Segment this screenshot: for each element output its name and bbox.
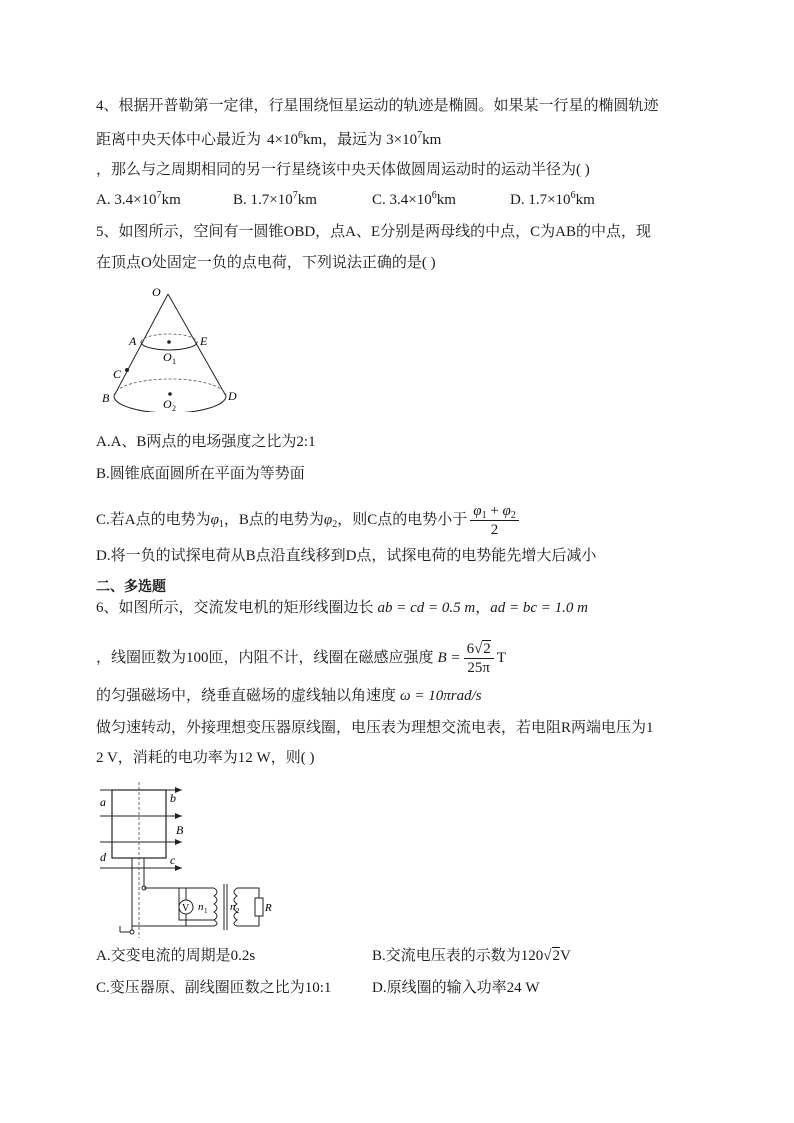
q4-option-b[interactable] bbox=[233, 190, 317, 210]
label-r: R bbox=[265, 902, 272, 914]
q6-option-b-radicand: 2 bbox=[552, 948, 560, 964]
phi2-sub: 2 bbox=[332, 518, 338, 530]
q4-line2-pre: 距离中央天体中心最近为 bbox=[96, 132, 262, 148]
q4-option-d-coef: 1.7×10 bbox=[528, 192, 571, 208]
q6-option-b-unit: V bbox=[560, 948, 571, 964]
label-c-corner: c bbox=[170, 853, 176, 867]
label-b-corner: b bbox=[170, 791, 176, 805]
q4-option-a-exp: 7 bbox=[156, 190, 162, 201]
q5-option-b[interactable]: B.圆锥底面圆所在平面为等势面 bbox=[96, 466, 305, 482]
primary-circuit bbox=[132, 888, 186, 926]
q6-line4: 做匀速转动，外接理想变压器原线圈，电压表为理想交流电表，若电阻R两端电压为1 bbox=[96, 720, 654, 736]
q4-max-exp: 7 bbox=[417, 130, 423, 141]
phi-average-fraction bbox=[470, 502, 519, 539]
q6-option-d[interactable]: D.原线圈的输入功率24 W bbox=[372, 980, 540, 996]
q5-option-d[interactable]: D.将一负的试探电荷从B点沿直线移到D点，试探电荷的电势能先增大后减小 bbox=[96, 548, 597, 564]
cone-figure bbox=[96, 282, 246, 412]
label-a: A bbox=[129, 334, 137, 348]
frac-phi2: φ bbox=[502, 503, 511, 519]
b-unit: T bbox=[496, 650, 506, 666]
label-c: C bbox=[113, 367, 122, 381]
q4-line2-mid: km，最远为 bbox=[302, 132, 383, 148]
frac-phi1: φ bbox=[473, 503, 482, 519]
generator-figure bbox=[94, 780, 274, 940]
q6-line1 bbox=[96, 598, 588, 618]
label-n2: n bbox=[230, 901, 236, 913]
q4-option-d[interactable] bbox=[510, 190, 595, 210]
q6-ad-eq: ad = bc = 1.0 m bbox=[490, 600, 588, 616]
b-fraction: $\frac{6√2}{25\pi}$ bbox=[464, 640, 494, 677]
q4-option-c-exp: 6 bbox=[431, 190, 437, 201]
q4-min-exp: 6 bbox=[297, 130, 303, 141]
q5-line2: 在顶点O处固定一负的点电荷，下列说法正确的是( ) bbox=[96, 255, 436, 271]
secondary-top-wire bbox=[237, 888, 259, 898]
q6-line5: 2 V，消耗的电功率为12 W，则( ) bbox=[96, 750, 315, 766]
b-num-coef: 6 bbox=[466, 641, 475, 658]
frac-phi1-sub: 1 bbox=[481, 510, 487, 521]
resistor-icon bbox=[255, 898, 263, 916]
q6-option-b[interactable]: B.交流电压表的示数为120√2V bbox=[372, 948, 571, 964]
cone-right-generatrix bbox=[168, 294, 226, 396]
label-n1-sub: 1 bbox=[204, 907, 208, 915]
secondary-bottom-wire bbox=[237, 916, 259, 926]
coil-lead-left bbox=[120, 858, 132, 932]
q4-option-c[interactable] bbox=[372, 190, 456, 210]
c-point bbox=[125, 368, 129, 372]
q6-line3-text: 的匀强磁场中，绕垂直磁场的虚线轴以角速度 bbox=[96, 688, 397, 704]
q4-option-c-unit: km bbox=[436, 192, 456, 208]
q4-option-b-label: B. bbox=[233, 192, 251, 208]
q4-line1: 4、根据开普勒第一定律，行星围绕恒星运动的轨迹是椭圆。如果某一行星的椭圆轨迹 bbox=[96, 98, 659, 114]
q5-option-c-mid1: ，B点的电势为 bbox=[223, 511, 324, 528]
phi1-sub: 1 bbox=[218, 518, 224, 530]
q5-option-a[interactable]: A.A、B两点的电场强度之比为2:1 bbox=[96, 434, 316, 450]
q4-option-a[interactable] bbox=[96, 190, 181, 210]
label-o2: O bbox=[163, 397, 172, 411]
o1-point bbox=[167, 340, 171, 344]
q4-line3: ，那么与之周期相同的另一行星绕该中央天体做圆周运动时的运动半径为( ) bbox=[96, 162, 590, 178]
q5-option-c-mid2: ，则C点的电势小于 bbox=[337, 511, 468, 528]
q4-option-d-unit: km bbox=[575, 192, 595, 208]
label-e: E bbox=[200, 334, 208, 348]
frac-denominator: 2 bbox=[490, 522, 499, 538]
q6-line2 bbox=[96, 636, 506, 680]
q6-option-a[interactable]: A.交变电流的周期是0.2s bbox=[96, 948, 256, 964]
q6-line2-pre: ，线圈匝数为100匝，内阻不计，线圈在磁感应强度 bbox=[96, 650, 434, 666]
q4-option-a-coef: 3.4×10 bbox=[114, 192, 157, 208]
label-o1-sub: 1 bbox=[172, 357, 176, 366]
terminal-bottom bbox=[130, 930, 134, 934]
label-n1: n bbox=[198, 901, 204, 913]
label-o1: O bbox=[163, 350, 172, 364]
label-n2-sub: 2 bbox=[236, 907, 240, 915]
q6-option-c[interactable]: C.变压器原、副线圈匝数之比为10:1 bbox=[96, 980, 332, 996]
q4-option-c-label: C. bbox=[372, 192, 390, 208]
label-field-b: B bbox=[176, 823, 184, 837]
label-v: V bbox=[182, 903, 190, 914]
label-o: O bbox=[152, 285, 161, 299]
q6-ab-eq: ab = cd = 0.5 m bbox=[377, 600, 476, 616]
q4-option-a-unit: km bbox=[161, 192, 181, 208]
q4-min-coef: 4×10 bbox=[267, 132, 298, 148]
label-a-corner: a bbox=[100, 795, 106, 809]
frac-phi2-sub: 2 bbox=[510, 510, 516, 521]
q4-option-a-label: A. bbox=[96, 192, 115, 208]
b-num-radicand: 2 bbox=[483, 641, 491, 658]
q4-option-b-coef: 1.7×10 bbox=[250, 192, 293, 208]
section-heading: 二、多选题 bbox=[96, 578, 166, 594]
q6-line1-pre: 6、如图所示，交流发电机的矩形线圈边长 bbox=[96, 600, 374, 616]
q5-option-c-pre: C.若A点的电势为 bbox=[96, 511, 211, 528]
o2-point bbox=[168, 392, 172, 396]
q4-option-d-label: D. bbox=[510, 192, 529, 208]
q4-max-coef: 3×10 bbox=[386, 132, 418, 148]
label-d-corner: d bbox=[100, 850, 106, 864]
label-b: B bbox=[102, 391, 110, 405]
q4-max-unit: km bbox=[422, 132, 442, 148]
q4-option-d-exp: 6 bbox=[570, 190, 576, 201]
q6-omega-eq: ω = 10πrad/s bbox=[400, 688, 482, 704]
phi2-symbol: φ bbox=[323, 511, 333, 528]
q4-option-b-unit: km bbox=[297, 192, 317, 208]
q4-line2 bbox=[96, 130, 441, 150]
label-d: D bbox=[228, 389, 237, 403]
q6-line3 bbox=[96, 686, 482, 706]
q5-option-c[interactable] bbox=[96, 502, 522, 539]
q6-sep: ， bbox=[475, 600, 491, 616]
b-denominator: 25π bbox=[467, 660, 490, 677]
q4-option-c-coef: 3.4×10 bbox=[389, 192, 432, 208]
q4-option-b-exp: 7 bbox=[292, 190, 298, 201]
q6-option-b-pre: B.交流电压表的示数为 bbox=[372, 948, 521, 964]
label-o2-sub: 2 bbox=[172, 404, 176, 412]
q5-line1: 5、如图所示，空间有一圆锥OBD，点A、E分别是两母线的中点，C为AB的中点，现 bbox=[96, 224, 652, 240]
frac-plus: + bbox=[490, 503, 499, 519]
cone-left-generatrix bbox=[114, 294, 168, 396]
phi1-symbol: φ bbox=[210, 511, 219, 528]
q6-b-eq: B = bbox=[437, 650, 461, 666]
q6-option-b-coef: 120 bbox=[520, 948, 544, 964]
primary-coil bbox=[214, 888, 217, 926]
